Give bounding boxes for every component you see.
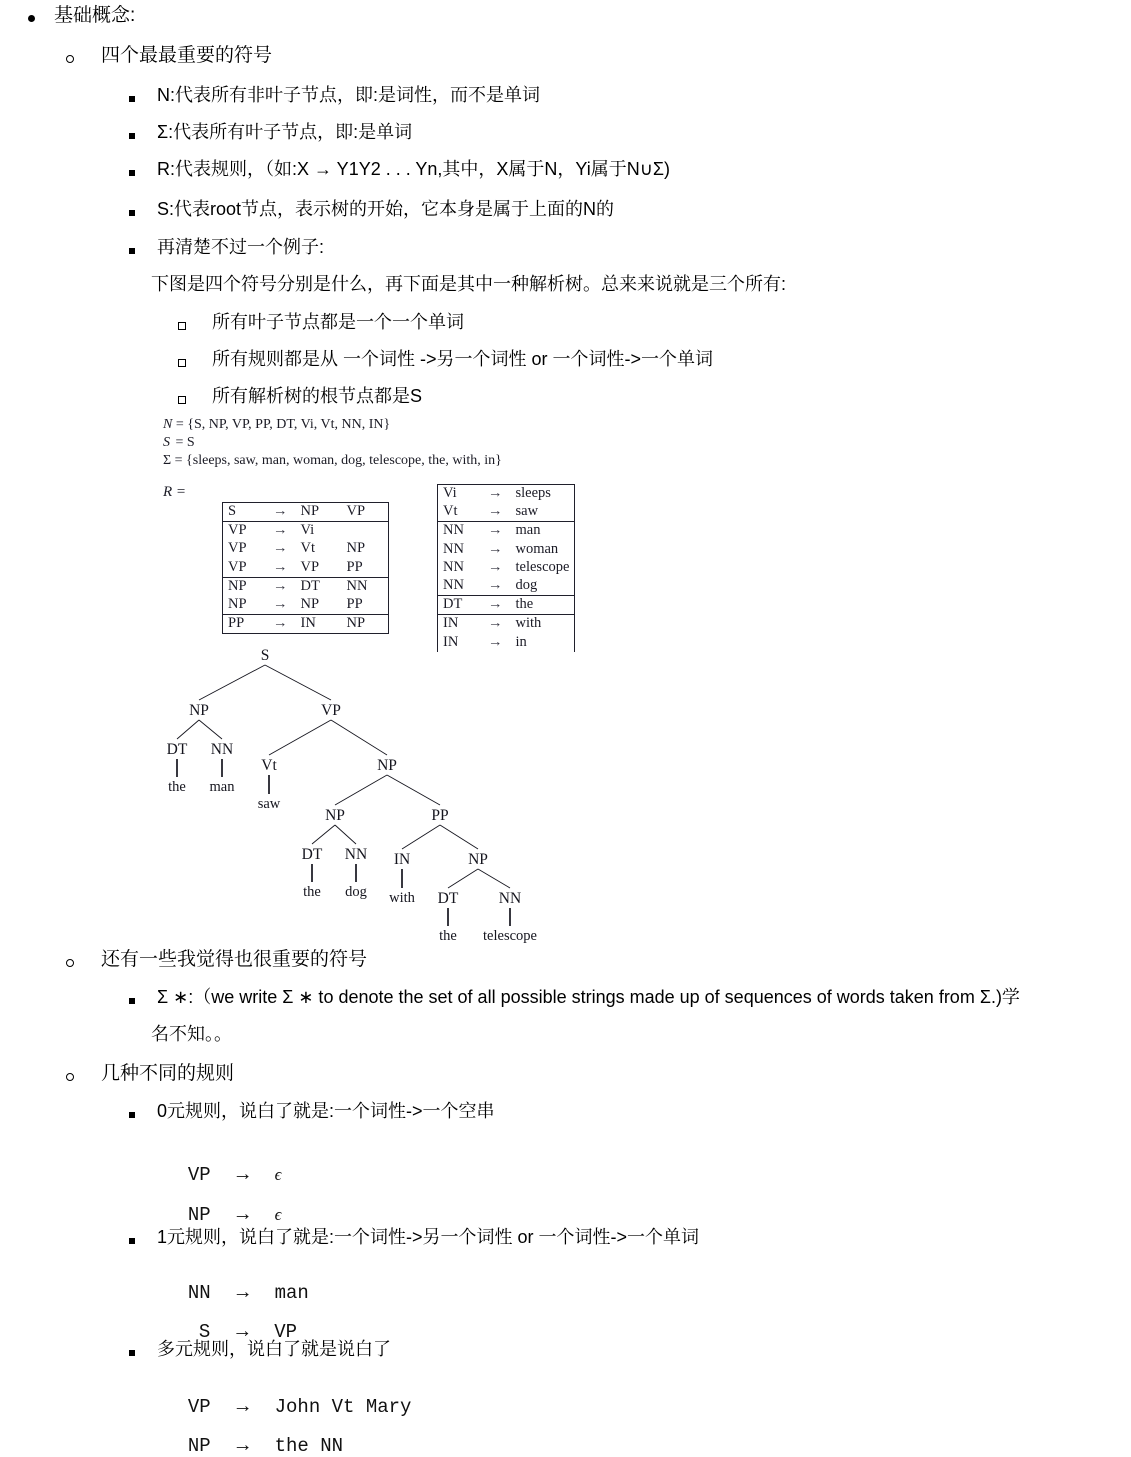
tree-leaf-node: the bbox=[168, 779, 186, 795]
arrow-icon: → bbox=[232, 1163, 253, 1185]
rule-lhs: NP bbox=[228, 596, 247, 613]
mono-rule-rhs: ϵ bbox=[274, 1205, 282, 1224]
rule-lhs: NN bbox=[438, 522, 481, 541]
rule-rhs-1: DT bbox=[296, 577, 342, 596]
bullet-square-icon bbox=[129, 133, 135, 139]
outline-label-rule-zeroary: 0元规则，说白了就是:一个词性->一个空串 bbox=[157, 1101, 495, 1121]
arrow-icon: → bbox=[265, 522, 296, 541]
arrow-icon: → bbox=[488, 558, 503, 575]
rule-row bbox=[223, 559, 389, 578]
mono-rule-lhs: VP bbox=[187, 1164, 211, 1186]
tree-node: NN bbox=[498, 890, 522, 907]
outline-label-example-header: 再清楚不过一个例子: bbox=[157, 237, 325, 257]
tree-node: NN bbox=[210, 741, 234, 758]
rule-lhs: S bbox=[228, 503, 237, 519]
tree-edge bbox=[265, 665, 331, 700]
outline-item-all-leaves bbox=[178, 313, 464, 331]
outline-label-symbol-r: R:代表规则，（如:X → Y1Y2 . . . Yn,其中，X属于N，Yi属于N∪Σ) bbox=[157, 159, 671, 179]
rule-row bbox=[438, 577, 575, 596]
outline-label-all-rules: 所有规则都是从 一个词性 ->另一个词性 or 一个词性->一个单词 bbox=[212, 349, 714, 369]
bullet-circle-icon bbox=[66, 55, 74, 63]
outline-item-symbol-n bbox=[129, 86, 540, 104]
tree-edge bbox=[402, 825, 440, 849]
rule-rhs-2: PP bbox=[346, 558, 363, 575]
rule-lhs: VP bbox=[228, 558, 247, 575]
tree-edge bbox=[335, 775, 387, 805]
grammar-def-N-symbol: N bbox=[163, 417, 173, 432]
tree-leaf-node: telescope bbox=[483, 928, 537, 944]
rule-lhs: NN bbox=[443, 540, 464, 557]
bullet-circle-icon bbox=[66, 959, 74, 967]
rule-lhs: NP bbox=[223, 577, 266, 596]
mono-rule-rhs: ϵ bbox=[274, 1165, 282, 1184]
mono-rule-lhs: NP bbox=[187, 1204, 211, 1226]
outline-item-sigma-star bbox=[129, 988, 1020, 1006]
rule-row bbox=[438, 634, 575, 652]
tree-edge bbox=[199, 720, 222, 739]
grammar-def-N-value: = {S, NP, VP, PP, DT, Vi, Vt, NN, IN} bbox=[175, 417, 391, 432]
rule-row bbox=[438, 596, 575, 615]
outline-item-all-rules bbox=[178, 350, 713, 368]
arrow-icon: → bbox=[232, 1281, 253, 1303]
grammar-def-S-value: = S bbox=[175, 435, 195, 450]
rule-rhs-2: VP bbox=[346, 503, 366, 519]
bullet-square-icon bbox=[129, 248, 135, 254]
rule-rhs-1: IN bbox=[296, 615, 342, 634]
tree-edge bbox=[440, 825, 478, 849]
outline-label-basics: 基础概念: bbox=[54, 5, 136, 26]
rule-row bbox=[438, 615, 575, 634]
rule-rhs: telescope bbox=[515, 558, 570, 575]
tree-edge bbox=[312, 825, 335, 844]
tree-node: DT bbox=[301, 846, 323, 863]
outline-label-symbol-n: N:代表所有非叶子节点，即:是词性，而不是单词 bbox=[157, 85, 540, 105]
rule-row bbox=[438, 541, 575, 559]
rule-lhs: VP bbox=[223, 522, 266, 541]
tree-node: Vt bbox=[261, 757, 277, 774]
grammar-def-S bbox=[163, 436, 195, 450]
outline-item-sigma-star-cont bbox=[151, 1025, 232, 1043]
arrow-icon: → bbox=[273, 503, 288, 519]
grammar-def-sigma-symbol: Σ bbox=[163, 453, 172, 468]
tree-edge bbox=[331, 720, 387, 755]
rule-rhs: woman bbox=[515, 540, 559, 557]
grammar-def-R-label bbox=[163, 485, 186, 500]
outline-label-rule-kinds: 几种不同的规则 bbox=[101, 1063, 235, 1084]
mono-rule-unary-1 bbox=[176, 1302, 297, 1342]
tree-node: NP bbox=[189, 702, 209, 719]
rule-rhs: in bbox=[515, 633, 527, 650]
arrow-icon: → bbox=[488, 485, 503, 501]
rule-rhs-1: Vi bbox=[296, 522, 342, 541]
mono-rule-nary-0 bbox=[165, 1377, 411, 1417]
outline-item-rule-zeroary bbox=[129, 1102, 495, 1120]
tree-leaf-node: saw bbox=[257, 796, 281, 812]
mono-rule-lhs: NP bbox=[187, 1435, 211, 1457]
outline-label-symbol-sigma: Σ:代表所有叶子节点，即:是单词 bbox=[157, 122, 413, 142]
grammar-def-sigma bbox=[163, 454, 502, 468]
outline-item-all-roots bbox=[178, 387, 422, 405]
arrow-icon: → bbox=[480, 596, 511, 615]
rule-row bbox=[438, 559, 575, 577]
arrow-icon: → bbox=[265, 577, 296, 596]
rule-rhs: saw bbox=[515, 503, 539, 520]
tree-leaf-node: the bbox=[303, 884, 321, 900]
mono-rule-lhs: S bbox=[198, 1321, 211, 1343]
tree-node: PP bbox=[431, 807, 449, 824]
tree-edge bbox=[177, 720, 199, 739]
tree-node: NP bbox=[377, 757, 397, 774]
arrow-icon: → bbox=[488, 503, 503, 520]
rule-rhs: the bbox=[511, 596, 575, 615]
rules-table-lexical bbox=[437, 484, 575, 652]
rule-row bbox=[223, 503, 389, 522]
arrow-icon: → bbox=[480, 522, 511, 541]
outline-label-example-desc: 下图是四个符号分别是什么，再下面是其中一种解析树。总来来说就是三个所有: bbox=[151, 274, 786, 294]
outline-item-rule-unary bbox=[129, 1228, 699, 1246]
tree-node: NP bbox=[325, 807, 345, 824]
arrow-icon: → bbox=[232, 1203, 253, 1225]
bullet-square-icon bbox=[129, 170, 135, 176]
tree-edge bbox=[199, 665, 265, 700]
outline-label-sigma-star-cont: 名不知。。 bbox=[151, 1024, 232, 1044]
rule-rhs-1: NP bbox=[300, 503, 320, 519]
tree-node: IN bbox=[393, 851, 411, 868]
rules-table-syntactic bbox=[222, 502, 389, 634]
rule-rhs-1: NP bbox=[300, 596, 320, 613]
rule-lhs: PP bbox=[223, 615, 266, 634]
mono-rule-lhs: VP bbox=[187, 1396, 211, 1418]
outline-item-symbol-r bbox=[129, 160, 670, 178]
rule-rhs: with bbox=[511, 615, 575, 634]
grammar-def-N bbox=[163, 418, 390, 432]
grammar-def-R-text: R = bbox=[163, 484, 187, 500]
rule-lhs: Vi bbox=[443, 485, 457, 501]
rule-lhs: IN bbox=[438, 615, 481, 634]
rule-lhs: DT bbox=[438, 596, 481, 615]
outline-label-more-symbols: 还有一些我觉得也很重要的符号 bbox=[101, 949, 368, 970]
rule-rhs: man bbox=[511, 522, 575, 541]
outline-item-rule-kinds bbox=[66, 1064, 234, 1083]
tree-node: S bbox=[260, 647, 270, 664]
rule-rhs: sleeps bbox=[515, 485, 551, 501]
arrow-icon: → bbox=[232, 1434, 253, 1456]
outline-label-symbol-s: S:代表root节点，表示树的开始，它本身是属于上面的N的 bbox=[157, 199, 615, 219]
outline-item-example-desc bbox=[151, 275, 786, 293]
rule-lhs: Vt bbox=[443, 503, 458, 520]
arrow-icon: → bbox=[273, 540, 288, 557]
outline-label-rule-unary: 1元规则，说白了就是:一个词性->另一个词性 or 一个词性->一个单词 bbox=[157, 1227, 700, 1247]
outline-label-all-leaves: 所有叶子节点都是一个一个单词 bbox=[212, 312, 464, 332]
mono-rule-rhs: VP bbox=[274, 1321, 298, 1343]
tree-node: DT bbox=[437, 890, 459, 907]
rule-row bbox=[223, 596, 389, 615]
bullet-open-square-icon bbox=[178, 322, 186, 330]
outline-item-four-symbols bbox=[66, 46, 272, 65]
mono-rule-zeroary-0 bbox=[165, 1145, 281, 1185]
tree-leaf-node: the bbox=[439, 928, 457, 944]
arrow-icon: → bbox=[232, 1320, 253, 1342]
rule-lhs: VP bbox=[228, 540, 247, 557]
bullet-square-icon bbox=[129, 1350, 135, 1356]
bullet-square-icon bbox=[129, 1238, 135, 1244]
rule-lhs: NN bbox=[443, 558, 464, 575]
rule-rhs-2: NP bbox=[342, 615, 389, 634]
outline-item-symbol-s bbox=[129, 200, 614, 218]
bullet-square-icon bbox=[129, 96, 135, 102]
rule-rhs-2: PP bbox=[346, 596, 363, 613]
tree-edge bbox=[269, 720, 331, 755]
outline-item-symbol-sigma bbox=[129, 123, 412, 141]
tree-leaf-node: with bbox=[389, 890, 415, 906]
arrow-icon: → bbox=[273, 558, 288, 575]
mono-rule-nary-1 bbox=[165, 1416, 343, 1456]
bullet-disc-icon bbox=[28, 15, 35, 22]
rule-lhs: NN bbox=[443, 577, 464, 594]
mono-rule-rhs: man bbox=[274, 1282, 309, 1304]
tree-node: DT bbox=[166, 741, 188, 758]
arrow-icon: → bbox=[488, 577, 503, 594]
rule-row bbox=[438, 522, 575, 541]
outline-item-basics bbox=[28, 6, 135, 25]
mono-rule-zeroary-1 bbox=[165, 1185, 281, 1225]
tree-node: NN bbox=[344, 846, 368, 863]
outline-label-four-symbols: 四个最最重要的符号 bbox=[101, 45, 273, 66]
mono-rule-rhs: John Vt Mary bbox=[274, 1396, 412, 1418]
arrow-icon: → bbox=[488, 633, 503, 650]
rule-row bbox=[223, 522, 389, 541]
grammar-def-sigma-value: = {sleeps, saw, man, woman, dog, telescope, the, with, in} bbox=[174, 453, 502, 468]
bullet-square-icon bbox=[129, 998, 135, 1004]
rule-lhs: IN bbox=[443, 633, 459, 650]
arrow-icon: → bbox=[232, 1395, 253, 1417]
tree-edge bbox=[387, 775, 440, 805]
outline-label-rule-nary: 多元规则，说白了就是说白了 bbox=[157, 1339, 391, 1359]
outline-label-sigma-star: Σ ∗:（we write Σ ∗ to denote the set of all possible strings made up of sequences of words taken from Σ.)学 bbox=[157, 987, 1020, 1007]
mono-rule-unary-0 bbox=[165, 1263, 309, 1303]
tree-edge bbox=[335, 825, 356, 844]
bullet-square-icon bbox=[129, 210, 135, 216]
mono-rule-lhs: NN bbox=[187, 1282, 211, 1304]
bullet-open-square-icon bbox=[178, 359, 186, 367]
arrow-icon: → bbox=[273, 596, 288, 613]
bullet-open-square-icon bbox=[178, 396, 186, 404]
tree-node: NP bbox=[468, 851, 488, 868]
outline-item-example-header bbox=[129, 238, 324, 256]
outline-item-rule-nary bbox=[129, 1340, 391, 1358]
rule-row bbox=[223, 577, 389, 596]
mono-rule-rhs: the NN bbox=[274, 1435, 344, 1457]
rule-rhs-2 bbox=[342, 522, 389, 541]
rule-rhs: dog bbox=[515, 577, 538, 594]
outline-item-more-symbols bbox=[66, 950, 367, 969]
grammar-def-S-symbol: S bbox=[163, 435, 170, 450]
tree-leaf-node: man bbox=[209, 779, 235, 795]
rule-row bbox=[223, 540, 389, 558]
tree-edge bbox=[478, 869, 510, 888]
tree-leaf-node: dog bbox=[345, 884, 367, 900]
bullet-circle-icon bbox=[66, 1073, 74, 1081]
rule-rhs-2: NP bbox=[346, 540, 366, 557]
rule-rhs-2: NN bbox=[342, 577, 389, 596]
tree-node: VP bbox=[321, 702, 341, 719]
arrow-icon: → bbox=[265, 615, 296, 634]
arrow-icon: → bbox=[480, 615, 511, 634]
tree-edge bbox=[448, 869, 478, 888]
bullet-square-icon bbox=[129, 1112, 135, 1118]
rule-row bbox=[438, 485, 575, 504]
rule-rhs-1: VP bbox=[300, 558, 320, 575]
outline-label-all-roots: 所有解析树的根节点都是S bbox=[212, 386, 423, 406]
rule-rhs-1: Vt bbox=[300, 540, 315, 557]
arrow-icon: → bbox=[488, 540, 503, 557]
rule-row bbox=[223, 615, 389, 634]
rule-row bbox=[438, 503, 575, 522]
